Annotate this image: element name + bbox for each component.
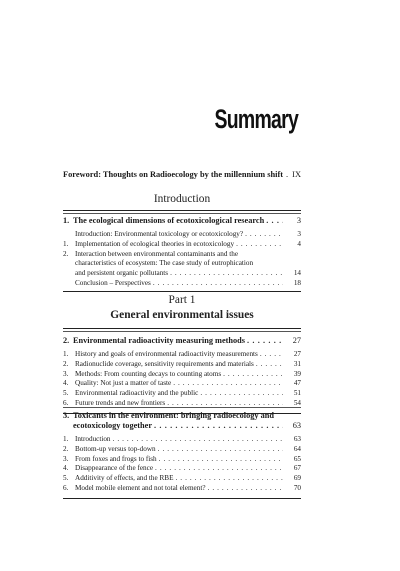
foreword-label: Foreword: Thoughts on Radioecology by the millennium shift: [63, 170, 284, 179]
item-page: 47: [293, 379, 301, 388]
item-label-line: Interaction between environmental contaminants and the: [75, 249, 239, 258]
item-number: 5.: [63, 474, 69, 483]
page-title: Summary: [214, 104, 298, 134]
item-number: 3.: [63, 454, 69, 463]
toc-item[interactable]: [63, 279, 301, 289]
chapter-number: 3.: [63, 411, 70, 420]
item-number: 2.: [63, 444, 69, 453]
item-label: History and goals of environmental radioactivity measurements: [75, 350, 258, 358]
toc-item[interactable]: [63, 350, 301, 360]
item-number: 2.: [63, 249, 69, 258]
item-number: 4.: [63, 379, 69, 388]
item-label: Model mobile element and not total element?: [75, 483, 206, 492]
item-number: 4.: [63, 464, 69, 473]
item-label: Radionuclide coverage, sensitivity requirements and materials: [75, 359, 254, 368]
toc-item[interactable]: [63, 240, 301, 250]
item-number: 6.: [63, 483, 69, 492]
item-page: 63: [293, 435, 301, 443]
chapter-number: 2.: [63, 336, 70, 345]
item-number: 1.: [63, 350, 69, 358]
item-label: From foxes and frogs to fish: [75, 454, 157, 463]
item-label: Introduction: Environmental toxicology or ecotoxicology?: [75, 230, 244, 238]
item-label: Introduction: [75, 435, 111, 443]
item-number: 5.: [63, 389, 69, 398]
dot-leader: [245, 230, 283, 240]
toc-item[interactable]: [63, 389, 301, 399]
dot-leader: [154, 421, 283, 431]
dot-leader: [266, 216, 283, 226]
item-page: 18: [293, 278, 301, 287]
toc-item[interactable]: [63, 435, 301, 445]
item-page: 69: [293, 474, 301, 483]
toc-item[interactable]: [63, 474, 301, 484]
chapter-title: Environmental radioactivity measuring methods: [73, 336, 246, 345]
item-label: Bottom-up versus top-down: [75, 444, 156, 453]
item-page: 64: [293, 444, 301, 453]
chapter-2-entry[interactable]: [63, 336, 301, 346]
item-number: 1.: [63, 435, 69, 443]
chapter-3-entry-continuation[interactable]: [63, 421, 301, 431]
toc-item[interactable]: [63, 360, 301, 370]
dot-leader: [260, 350, 283, 360]
dot-leader: [208, 484, 283, 494]
toc-item[interactable]: [63, 230, 301, 240]
item-label: Additivity of effects, and the RBE: [75, 474, 174, 483]
item-label: Conclusion – Perspectives: [75, 278, 151, 287]
item-page: 67: [293, 464, 301, 473]
item-label-line: characteristics of ecosystem: The case study of eutrophication: [75, 259, 254, 268]
chapter-title-line: Toxicants in the environment: bringing radioecology and: [73, 411, 274, 420]
chapter-page: 3: [296, 216, 301, 225]
item-label-line: and persistent organic pollutants: [75, 269, 169, 278]
dot-leader: [236, 240, 283, 250]
dot-leader: [200, 389, 283, 399]
dot-leader: [113, 435, 283, 445]
item-page: 54: [293, 398, 301, 407]
toc-item[interactable]: [63, 250, 301, 260]
dot-leader: [158, 445, 283, 455]
dot-leader: [159, 455, 283, 465]
foreword-page: IX: [292, 170, 301, 179]
dot-leader: [155, 464, 283, 474]
dot-leader: [153, 279, 283, 289]
item-label: Environmental radioactivity and the public: [75, 389, 199, 398]
toc-item[interactable]: [63, 455, 301, 465]
chapter-title: The ecological dimensions of ecotoxicological research: [73, 216, 265, 225]
foreword-entry[interactable]: [63, 170, 301, 179]
item-number: 1.: [63, 239, 69, 248]
item-label: Future trends and new frontiers: [75, 398, 166, 407]
chapter-3-entry[interactable]: [63, 411, 301, 421]
chapter-number: 1.: [63, 216, 70, 225]
dot-leader: [247, 336, 283, 346]
dot-leader: [175, 474, 283, 484]
item-page: 3: [297, 230, 301, 238]
toc-item[interactable]: [63, 464, 301, 474]
toc-item-continuation[interactable]: [63, 269, 301, 279]
introduction-box: [63, 210, 301, 292]
toc-item[interactable]: [63, 379, 301, 389]
item-label: Methods: From counting decays to counting atoms: [75, 369, 222, 378]
chapter-title-line: ecotoxicology together: [73, 421, 153, 430]
part-title: General environmental issues: [110, 309, 254, 321]
item-page: 31: [293, 359, 301, 368]
item-page: 4: [297, 239, 301, 248]
toc-item-continuation: [63, 259, 301, 269]
item-label: Disappearance of the fence: [75, 464, 154, 473]
dot-leader: [170, 269, 283, 279]
item-page: 51: [293, 389, 301, 398]
item-label: Quality: Not just a matter of taste: [75, 379, 172, 388]
item-page: 39: [293, 369, 301, 378]
chapter-page: 27: [292, 336, 301, 345]
toc-item[interactable]: [63, 370, 301, 380]
dot-leader: [223, 370, 283, 380]
chapter-page: 63: [292, 421, 301, 430]
item-label: Implementation of ecological theories in ecotoxicology: [75, 239, 235, 248]
dot-leader: [286, 170, 289, 179]
part-label: Part 1: [168, 294, 196, 306]
dot-leader: [256, 360, 283, 370]
item-page: 65: [293, 454, 301, 463]
section-heading-introduction: Introduction: [153, 193, 211, 205]
item-number: 6.: [63, 398, 69, 407]
item-number: 2.: [63, 359, 69, 368]
item-page: 14: [293, 269, 301, 278]
chapter-3-box: [63, 405, 301, 499]
item-page: 70: [293, 483, 301, 492]
toc-item[interactable]: [63, 445, 301, 455]
chapter-1-entry[interactable]: [63, 216, 301, 226]
item-page: 27: [293, 350, 301, 358]
dot-leader: [173, 379, 283, 389]
item-number: 3.: [63, 369, 69, 378]
toc-item[interactable]: [63, 484, 301, 494]
chapter-2-box: [63, 328, 301, 414]
